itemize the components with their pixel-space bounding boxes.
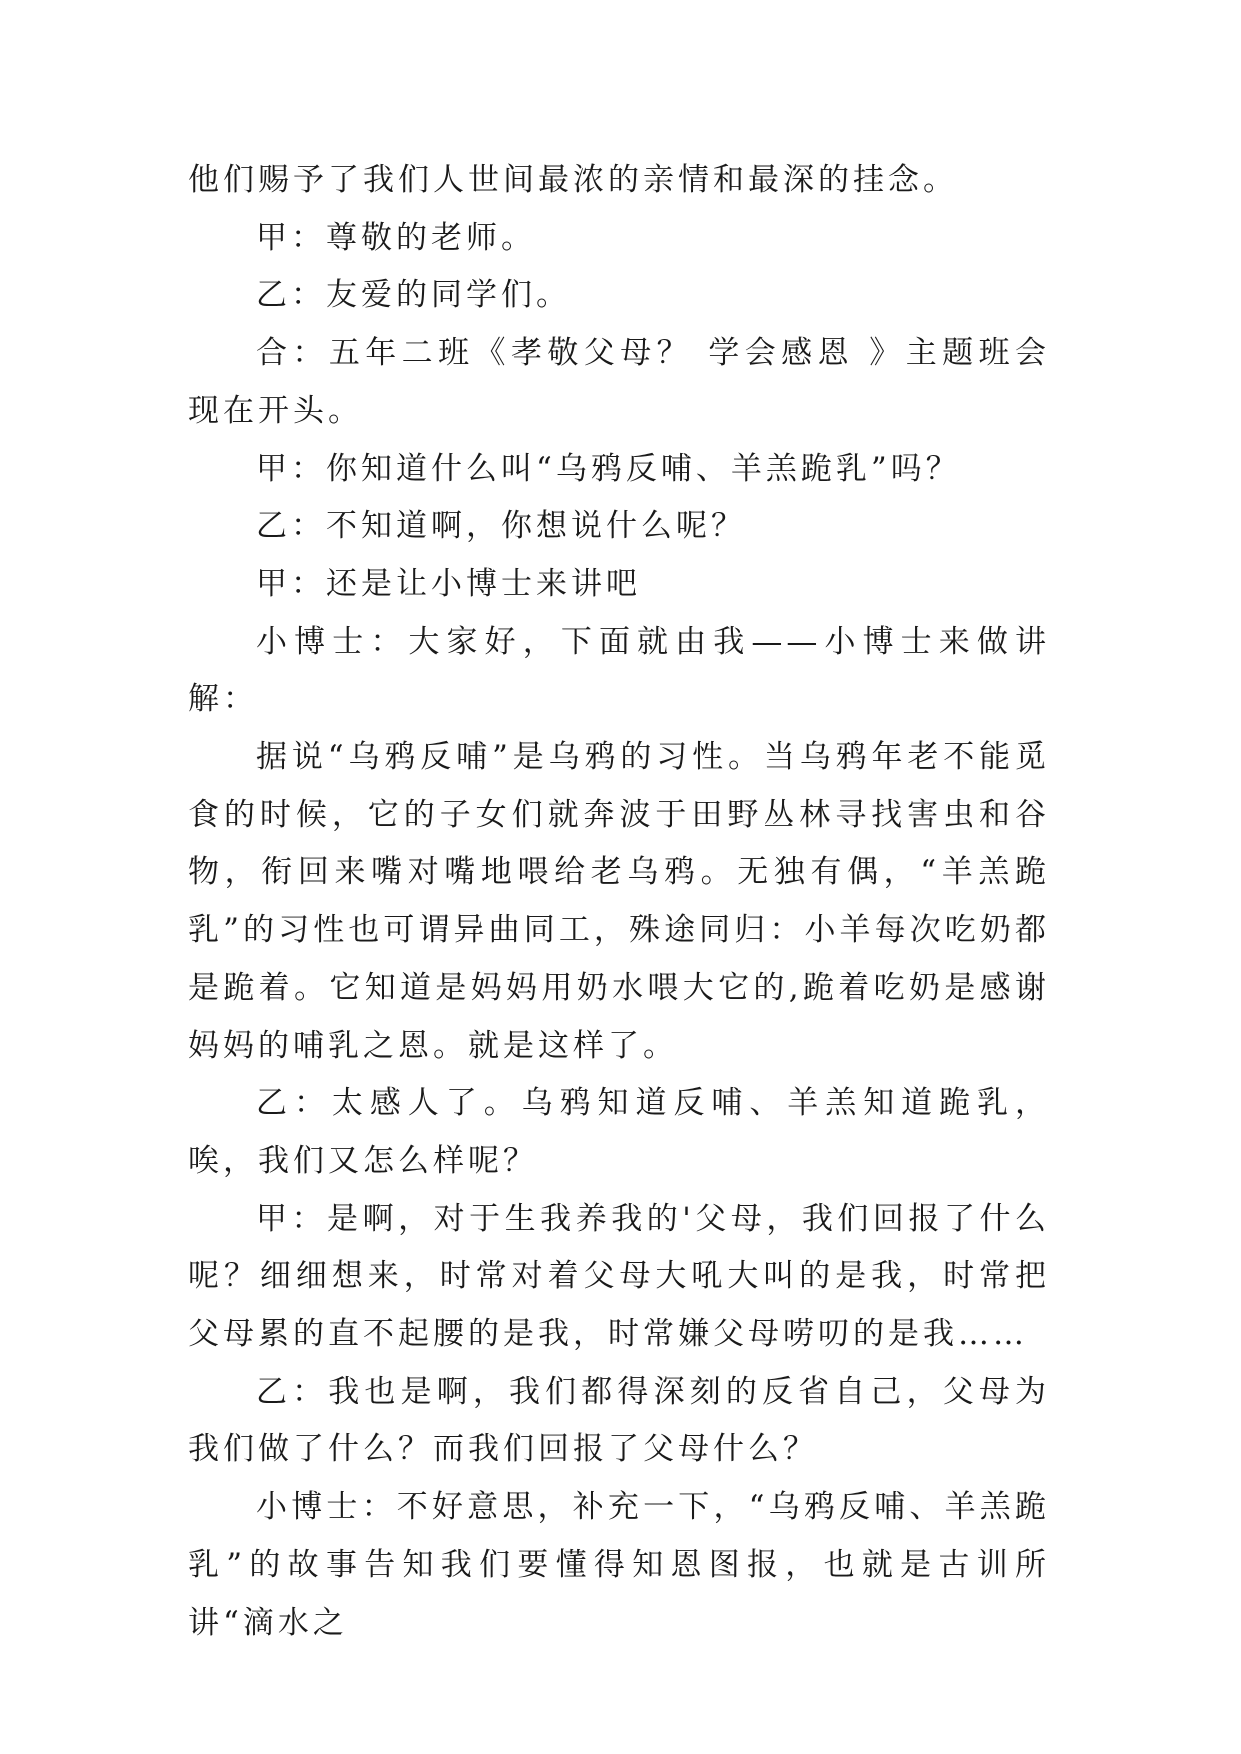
paragraph: 乙：太感人了。乌鸦知道反哺、羊羔知道跪乳，唉，我们又怎么样呢？ xyxy=(188,1085,1050,1179)
paragraph: 乙：我也是啊，我们都得深刻的反省自己，父母为我们做了什么？而我们回报了父母什么？ xyxy=(188,1373,1050,1468)
document-body xyxy=(188,152,1050,1652)
paragraph: 合：五年二班《孝敬父母？ 学会感恩 》主题班会现在开头。 xyxy=(188,335,1050,429)
paragraph: 乙：不知道啊，你想说什么呢？ xyxy=(256,508,746,545)
paragraph: 甲：尊敬的老师。 xyxy=(256,219,536,256)
paragraph: 他们赐予了我们人世间最浓的亲情和最深的挂念。 xyxy=(188,162,958,198)
paragraph: 小博士：不好意思，补充一下，“乌鸦反哺、羊羔跪乳”的故事告知我们要懂得知恩图报，也就是古训所讲“滴水之 xyxy=(188,1489,1050,1641)
paragraph: 甲：还是让小博士来讲吧 xyxy=(256,565,641,602)
paragraph: 乙：友爱的同学们。 xyxy=(256,277,571,314)
paragraph: 甲：是啊，对于生我养我的'父母，我们回报了什么呢？细细想来，时常对着父母大吼大叫的是我，时常把父母累的直不起腰的是我，时常嫌父母唠叨的是我…… xyxy=(188,1200,1050,1353)
paragraph: 甲：你知道什么叫“乌鸦反哺、羊羔跪乳”吗？ xyxy=(256,450,961,487)
paragraph: 小博士：大家好，下面就由我——小博士来做讲解： xyxy=(188,623,1050,718)
paragraph: 据说“乌鸦反哺”是乌鸦的习性。当乌鸦年老不能觅食的时候，它的子女们就奔波于田野丛林寻找害虫和谷物，衔回来嘴对嘴地喂给老乌鸦。无独有偶，“羊羔跪乳”的习性也可谓异曲同工，殊途同归：小羊每次吃奶都是跪着。它知道是妈妈用奶水喂大它的,跪着吃奶是感谢妈妈的哺乳之恩。就是这样了。 xyxy=(188,739,1050,1064)
